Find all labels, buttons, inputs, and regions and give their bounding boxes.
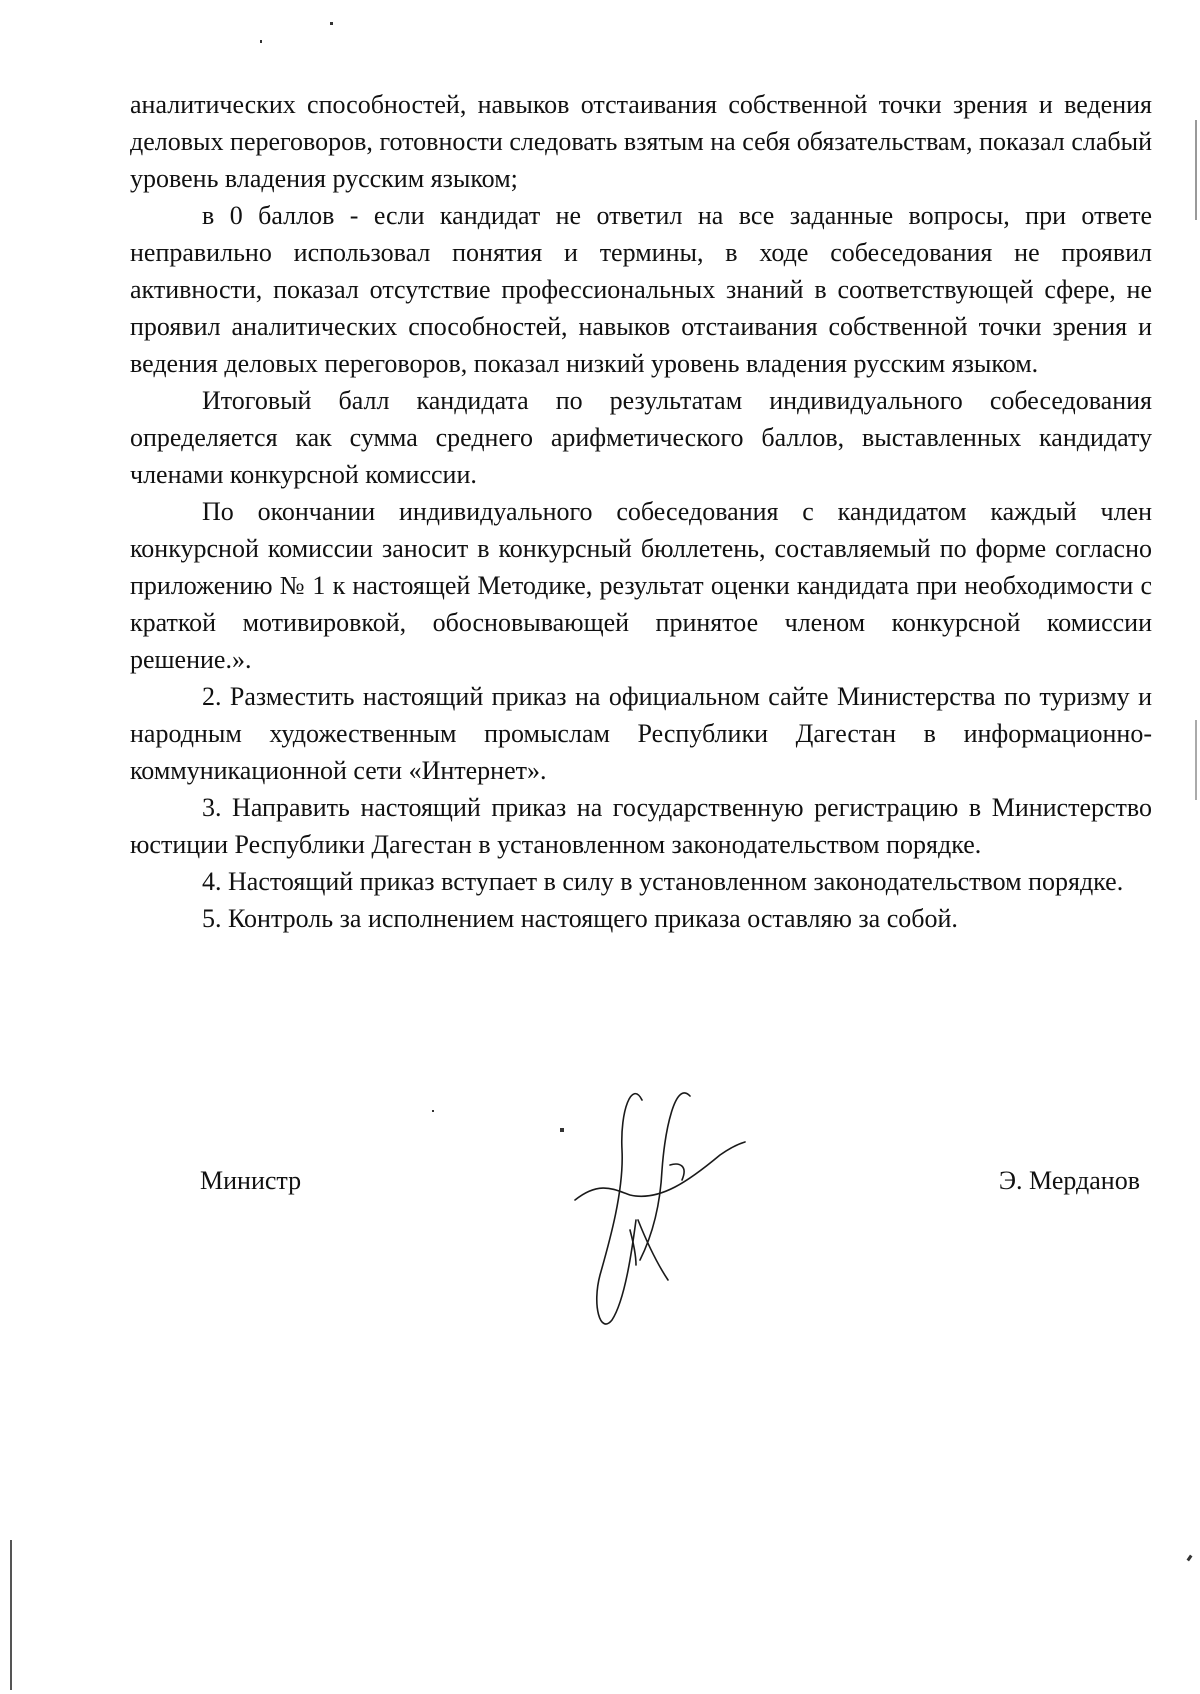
paragraph-2: в 0 баллов - если кандидат не ответил на все заданные вопросы, при ответе неправильно использовал понятия и термины, в ходе собеседования не проявил активности, показал отсутствие профессиональных знаний в соответствующей сфере, не проявил аналитических способностей, навыков отстаивания собственной точки зрения и ведения деловых переговоров, показал низкий уровень владения русским языком. [130, 201, 1152, 378]
scan-edge-line [10, 1540, 12, 1690]
scan-edge-line [1195, 720, 1197, 800]
paragraph-1: аналитических способностей, навыков отстаивания собственной точки зрения и ведения деловых переговоров, готовности следовать взятым на себя обязательствам, показал слабый уровень владения русским языком; [130, 90, 1152, 193]
signatory-name: Э. Мерданов [998, 1166, 1140, 1195]
paragraph-7: 4. Настоящий приказ вступает в силу в установленном законодательством порядке. [202, 867, 1124, 896]
paragraph-8: 5. Контроль за исполнением настоящего приказа оставляю за собой. [202, 904, 958, 933]
scan-edge-line [1195, 120, 1197, 220]
document-body [130, 86, 1152, 937]
paragraph-6: 3. Направить настоящий приказ на государственную регистрацию в Министерство юстиции Республики Дагестан в установленном законодательством порядке. [130, 793, 1152, 859]
scan-dot [1187, 1555, 1193, 1562]
paragraph-3: Итоговый балл кандидата по результатам индивидуального собеседования определяется как сумма среднего арифметического баллов, выставленных кандидату членами конкурсной комиссии. [130, 386, 1152, 489]
paragraph-5: 2. Разместить настоящий приказ на официальном сайте Министерства по туризму и народным художественным промыслам Республики Дагестан в информационно-коммуникационной сети «Интернет». [130, 682, 1152, 785]
scan-dot [560, 1128, 564, 1132]
scan-dot [330, 22, 333, 25]
scan-dot [260, 40, 262, 43]
scan-dot [432, 1110, 434, 1112]
paragraph-4: По окончании индивидуального собеседования с кандидатом каждый член конкурсной комиссии заносит в конкурсный бюллетень, составляемый по форме согласно приложению № 1 к настоящей Методике, результат оценки кандидата при необходимости с краткой мотивировкой, обосновывающей принятое членом конкурсной комиссии решение.». [130, 497, 1152, 674]
handwritten-signature [570, 1070, 750, 1340]
signatory-title: Министр [200, 1166, 302, 1195]
